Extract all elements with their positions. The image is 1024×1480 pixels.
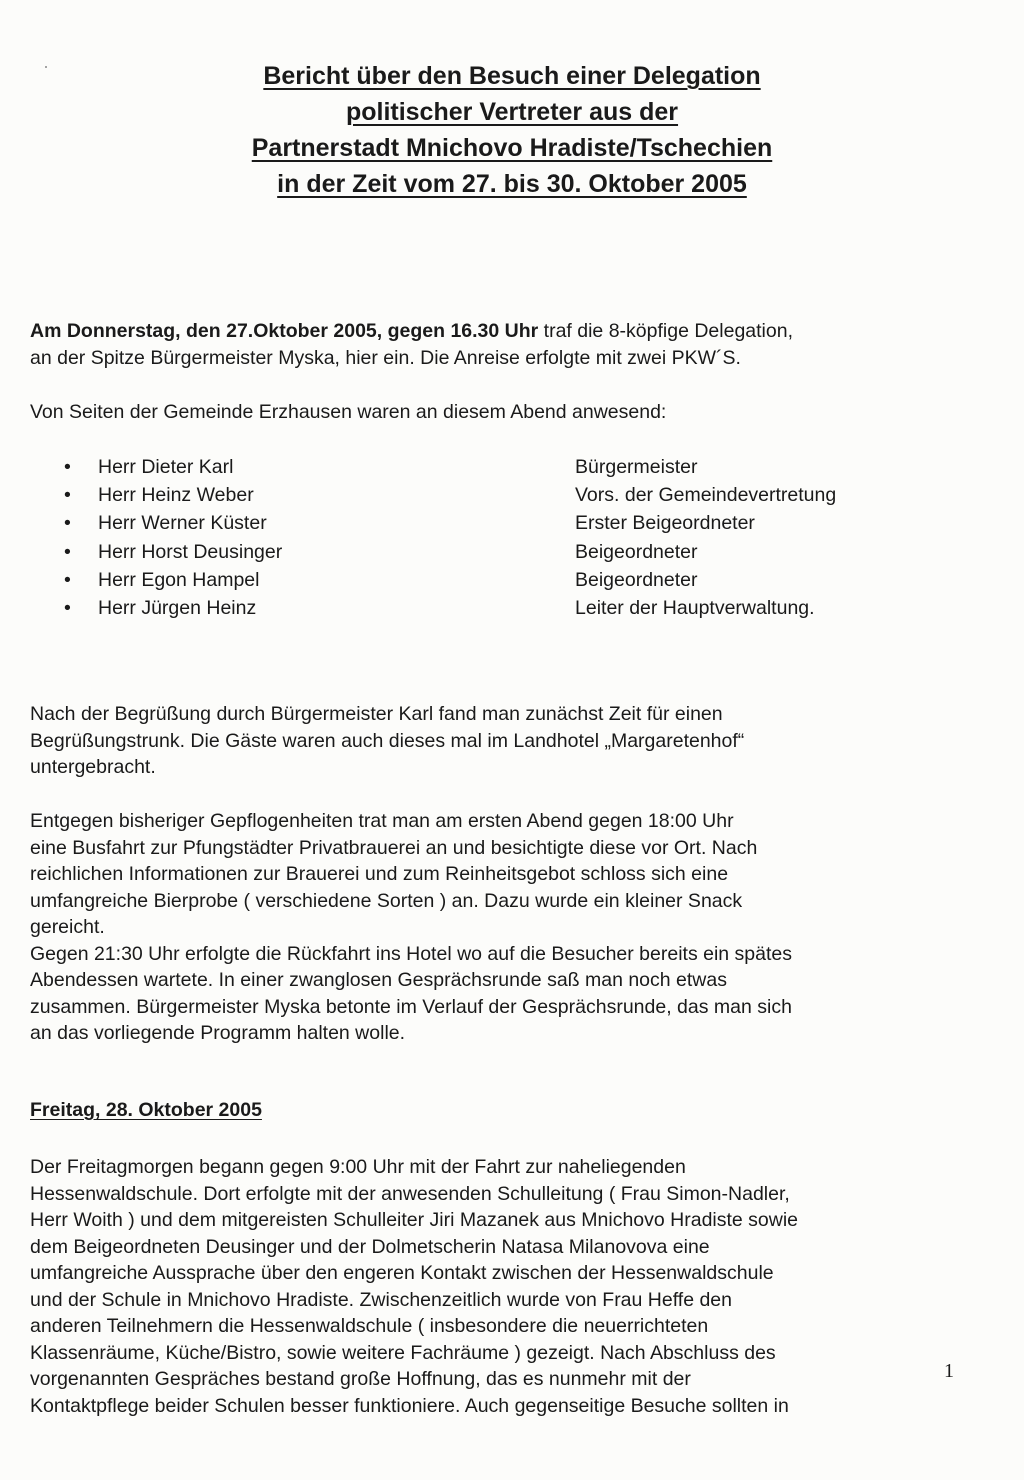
section-heading-friday: Freitag, 28. Oktober 2005 [30,1099,262,1121]
text-line: Herr Woith ) und dem mitgereisten Schulleiter Jiri Mazanek aus Mnichovo Hradiste sowie [30,1209,799,1231]
text-line: reichlichen Informationen zur Brauerei und zum Reinheitsgebot schloss sich eine [30,863,729,885]
attendee-name: Herr Dieter Karl [98,456,234,478]
attendee-role: Erster Beigeordneter [575,512,755,535]
attendee-role: Beigeordneter [575,540,698,563]
attendee-name: Herr Werner Küster [98,512,267,535]
bullet-icon: • [64,568,71,591]
text-line: Nach der Begrüßung durch Bürgermeister Karl fand man zunächst Zeit für einen [30,703,723,725]
text-line: Kontaktpflege beider Schulen besser funktioniere. Auch gegenseitige Besuche sollten in [30,1394,789,1417]
text-line: Entgegen bisheriger Gepflogenheiten trat man am ersten Abend gegen 18:00 Uhr [30,810,734,832]
page-number: 1 [944,1360,954,1382]
evening-paragraph [30,808,970,1047]
text-line: zusammen. Bürgermeister Myska betonte im Verlauf der Gesprächsrunde, das man sich [30,995,792,1018]
text-line: an das vorliegende Programm halten wolle. [30,1022,406,1044]
attendee-name: Herr Heinz Weber [98,484,254,507]
title-line: Partnerstadt Mnichovo Hradiste/Tschechien [251,134,773,162]
text-line: Klassenräume, Küche/Bistro, sowie weitere Fachräume ) gezeigt. Nach Abschluss des [30,1341,776,1364]
intro-paragraph [30,318,970,371]
list-item [60,594,960,622]
text-line: Begrüßungstrunk. Die Gäste waren auch dieses mal im Landhotel „Margaretenhof“ [30,729,745,752]
attendee-name: Herr Horst Deusinger [98,540,283,563]
list-item [60,453,960,481]
text-line: gereicht. [30,916,105,938]
text-line: umfangreiche Aussprache über den engeren Kontakt zwischen der Hessenwaldschule [30,1262,774,1284]
text-line: eine Busfahrt zur Pfungstädter Privatbrauerei an und besichtigte diese vor Ort. Nach [30,836,758,859]
text-line: dem Beigeordneten Deusinger und der Dolmetscherin Natasa Milanovova eine [30,1235,710,1258]
attendee-list [60,453,960,622]
text-line: Der Freitagmorgen begann gegen 9:00 Uhr mit der Fahrt zur naheliegenden [30,1156,686,1178]
text-line: anderen Teilnehmern die Hessenwaldschule ( insbesondere die neuerrichteten [30,1315,709,1337]
list-item [60,509,960,537]
bullet-icon: • [64,512,71,535]
attendee-name: Herr Jürgen Heinz [98,596,257,619]
list-item [60,566,960,594]
bullet-icon: • [64,540,71,563]
bullet-icon: • [64,456,71,478]
text-line: untergebracht. [30,756,156,778]
text-line: Abendessen wartete. In einer zwanglosen Gesprächsrunde saß man noch etwas [30,969,727,991]
friday-paragraph [30,1154,970,1419]
attendee-name: Herr Egon Hampel [98,568,260,591]
document-title [0,58,1024,202]
attendee-role: Beigeordneter [575,568,698,591]
welcome-paragraph [30,701,970,781]
title-line: politischer Vertreter aus der [345,98,679,126]
list-item [60,538,960,566]
intro-line2: an der Spitze Bürgermeister Myska, hier ein. Die Anreise erfolgte mit zwei PKW´S. [30,346,741,369]
intro-date-bold: Am Donnerstag, den 27.Oktober 2005, gegen 16.30 Uhr [30,320,539,342]
text-line: Gegen 21:30 Uhr erfolgte die Rückfahrt ins Hotel wo auf die Besucher bereits ein spätes [30,942,793,965]
text-line: vorgenannten Gespräches bestand große Hoffnung, das es nunmehr mit der [30,1368,691,1390]
intro-line1-rest: traf die 8-köpfige Delegation, [538,320,793,342]
bullet-icon: • [64,596,71,619]
text-line: und der Schule in Mnichovo Hradiste. Zwischenzeitlich wurde von Frau Heffe den [30,1288,732,1311]
attendee-role: Vors. der Gemeindevertretung [575,484,837,507]
text-line: umfangreiche Bierprobe ( verschiedene Sorten ) an. Dazu wurde ein kleiner Snack [30,889,743,912]
title-line: in der Zeit vom 27. bis 30. Oktober 2005 [277,170,747,198]
attendee-role: Bürgermeister [575,456,698,478]
attendance-intro: Von Seiten der Gemeinde Erzhausen waren an diesem Abend anwesend: [30,401,667,423]
attendee-role: Leiter der Hauptverwaltung. [575,596,815,619]
bullet-icon: • [64,484,71,507]
list-item [60,481,960,509]
text-line: Hessenwaldschule. Dort erfolgte mit der anwesenden Schulleitung ( Frau Simon-Nadler, [30,1182,790,1205]
title-line: Bericht über den Besuch einer Delegation [263,62,761,90]
